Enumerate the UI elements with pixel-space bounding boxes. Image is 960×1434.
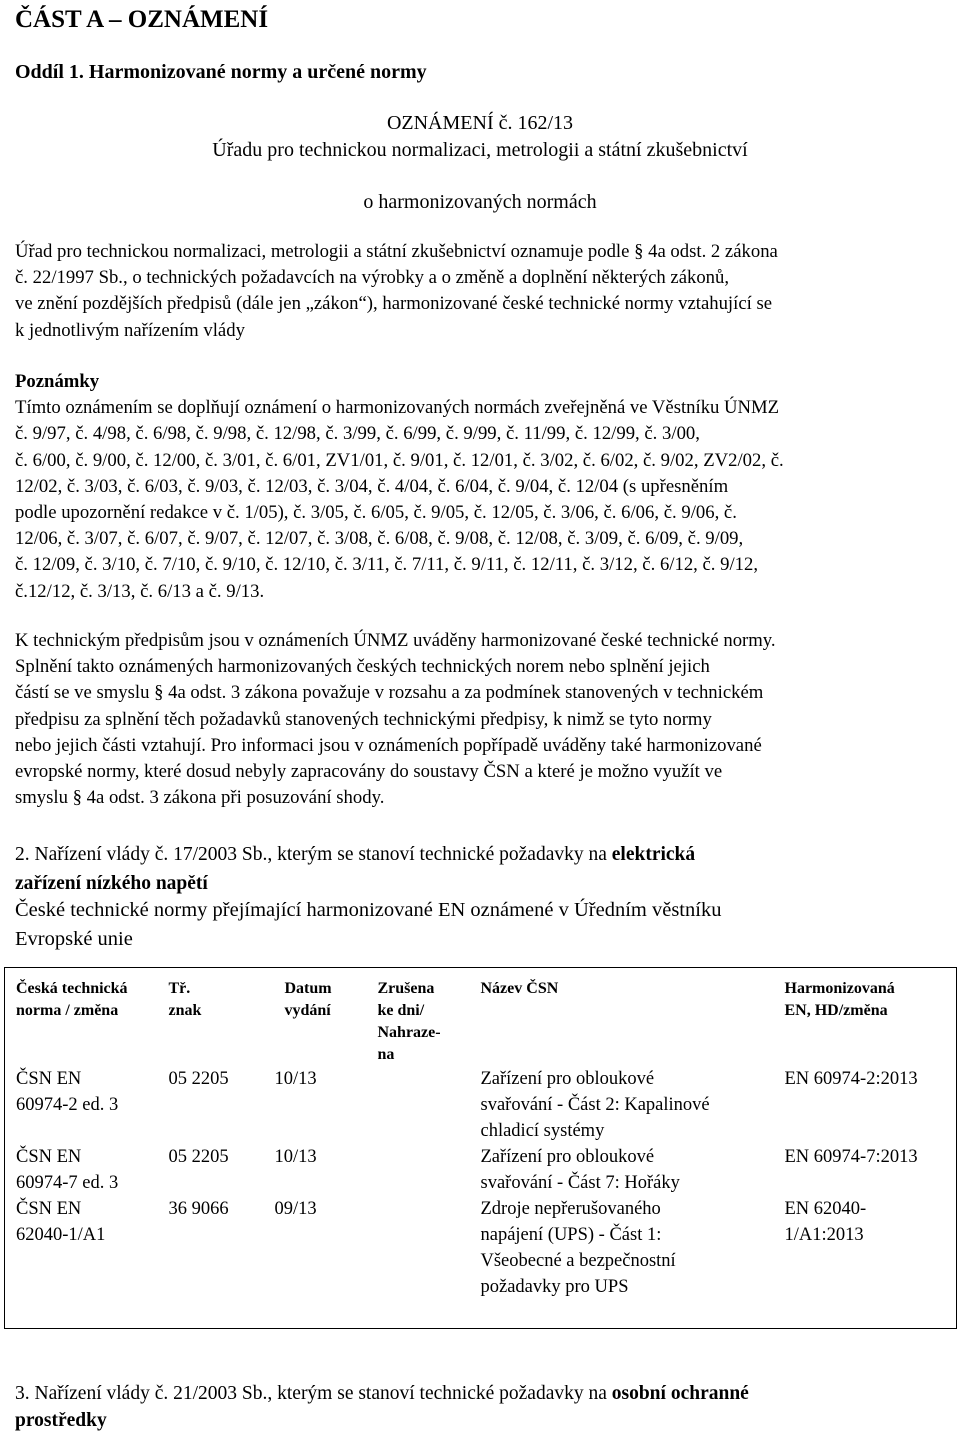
cell-text: ČSN EN: [16, 1147, 82, 1167]
explanation-line: nebo jejich části vztahují. Pro informaci jsou v oznámeních popřípadě uváděny také harmonizované: [15, 734, 762, 756]
header-harmonized: [781, 968, 957, 1067]
header-class: [163, 968, 275, 1067]
intro-line: Úřad pro technickou normalizaci, metrologii a státní zkušebnictví oznamuje podle § 4a odst. 2 zákona: [15, 241, 778, 262]
cell-date: 09/13: [274, 1199, 317, 1219]
cell-text: požadavky pro UPS: [480, 1277, 629, 1297]
section2-subtitle-line: Evropské unie: [15, 928, 133, 950]
cell-date: 10/13: [274, 1069, 317, 1089]
header-text: na: [377, 1046, 395, 1063]
cell-text: napájení (UPS) - Část 1:: [480, 1225, 662, 1245]
cell-text: Zařízení pro obloukové: [480, 1069, 655, 1089]
notes-line: podle upozornění redakce v č. 1/05), č. 3/05, č. 6/05, č. 9/05, č. 12/05, č. 3/06, č. 6/06, č. 9/06, č.: [15, 502, 737, 524]
cell-cancelled: [371, 1144, 475, 1196]
header-text: znak: [168, 1002, 202, 1019]
section3-bold-1: osobní ochranné: [611, 1383, 749, 1404]
notice-number: OZNÁMENÍ č. 162/13: [386, 112, 574, 134]
notes-line: 12/02, č. 3/03, č. 6/03, č. 9/03, č. 12/03, č. 3/04, č. 4/04, č. 6/04, č. 9/04, č. 12/04 (s upřesněním: [15, 475, 729, 497]
cell-norm: [5, 1144, 163, 1196]
cell-name: [475, 1144, 781, 1196]
notice-subject: o harmonizovaných normách: [363, 191, 597, 213]
section3-bold-2: prostředky: [15, 1410, 107, 1431]
table-row: [5, 1144, 957, 1196]
cell-text: EN 60974-7:2013: [784, 1147, 918, 1167]
header-cancelled: [371, 968, 475, 1067]
explanation-line: K technickým předpisům jsou v oznámeních ÚNMZ uváděny harmonizované české technické normy.: [15, 630, 776, 651]
cell-text: EN 62040-: [784, 1199, 867, 1219]
section2-prefix: 2. Nařízení vlády č. 17/2003 Sb., kterým se stanoví technické požadavky na: [15, 844, 612, 865]
cell-harmonized: [781, 1144, 957, 1196]
explanation-line: evropské normy, které dosud nebyly zapracovány do soustavy ČSN a které je možno využít ve: [15, 761, 723, 783]
header-text: norma / změna: [16, 1002, 119, 1019]
notice-office: Úřadu pro technickou normalizaci, metrologii a státní zkušebnictví: [212, 139, 748, 161]
header-text: Česká technická: [16, 980, 128, 997]
notes-line: č. 9/97, č. 4/98, č. 6/98, č. 9/98, č. 12/98, č. 3/99, č. 6/99, č. 9/99, č. 11/99, č. 12/99, č. 3/00,: [15, 423, 700, 445]
cell-cancelled: [371, 1066, 475, 1144]
header-text: Harmonizovaná: [784, 980, 895, 997]
table-row: [5, 1196, 957, 1329]
cell-class: 36 9066: [168, 1199, 229, 1219]
cell-text: 1/A1:2013: [784, 1225, 864, 1245]
header-text: EN, HD/změna: [784, 1002, 888, 1019]
notes-line: č.12/12, č. 3/13, č. 6/13 a č. 9/13.: [15, 580, 265, 602]
cell-text: svařování - Část 2: Kapalinové: [480, 1095, 710, 1115]
cell-text: svařování - Část 7: Hořáky: [480, 1173, 680, 1193]
section3-prefix: 3. Nařízení vlády č. 21/2003 Sb., kterým se stanoví technické požadavky na: [15, 1383, 612, 1404]
intro-line: č. 22/1997 Sb., o technických požadavcích na výrobky a o změně a doplnění některých zákonů,: [15, 267, 730, 289]
header-text: Datum: [284, 980, 332, 997]
section2-bold-1: elektrická: [611, 844, 696, 865]
explanation-paragraph: [15, 628, 776, 811]
cell-harmonized: [781, 1196, 957, 1329]
section2-heading: [15, 840, 695, 898]
explanation-line: Splnění takto oznámených harmonizovaných českých technických norem nebo splnění jejich: [15, 656, 710, 678]
section2-bold-2: zařízení nízkého napětí: [15, 873, 208, 894]
header-text: Název ČSN: [480, 980, 559, 997]
explanation-line: částí se ve smyslu § 4a odst. 3 zákona považuje v rozsahu a za podmínek stanovených v technickém: [15, 682, 764, 704]
header-norm: [5, 968, 163, 1067]
header-date: [275, 968, 371, 1067]
header-text: vydání: [284, 1002, 331, 1019]
header-text: ke dni/: [377, 1002, 425, 1019]
header-name: [475, 968, 781, 1067]
section-title: Oddíl 1. Harmonizované normy a určené normy: [15, 61, 427, 83]
cell-harmonized: [781, 1066, 957, 1144]
table-header-row: [5, 968, 957, 1067]
section2-subtitle-line: České technické normy přejímající harmonizované EN oznámené v Úředním věstníku: [15, 899, 722, 921]
notes-block: [15, 369, 784, 605]
part-title: ČÁST A – OZNÁMENÍ: [15, 6, 269, 33]
explanation-line: předpisu za splnění těch požadavků stanovených technickými předpisy, k nimž se tyto normy: [15, 708, 712, 730]
intro-line: k jednotlivým nařízením vlády: [15, 319, 245, 341]
cell-name: [475, 1066, 781, 1144]
cell-class: 05 2205: [168, 1069, 229, 1089]
cell-name: [475, 1196, 781, 1329]
section3-heading: [15, 1380, 749, 1434]
cell-text: ČSN EN: [16, 1199, 82, 1219]
intro-line: ve znění pozdějších předpisů (dále jen „zákon“), harmonizované české technické normy vztahující se: [15, 293, 773, 315]
cell-norm: [5, 1066, 163, 1144]
cell-date: 10/13: [274, 1147, 317, 1167]
cell-text: chladicí systémy: [480, 1121, 605, 1141]
notes-line: Tímto oznámením se doplňují oznámení o harmonizovaných normách zveřejněná ve Věstníku ÚNMZ: [15, 397, 780, 419]
cell-norm: [5, 1196, 163, 1329]
cell-text: 60974-2 ed. 3: [16, 1095, 119, 1115]
notes-line: č. 12/09, č. 3/10, č. 7/10, č. 9/10, č. 12/10, č. 3/11, č. 7/11, č. 9/11, č. 12/11, č. 3/12, č. 6/12, č. 9/12,: [15, 554, 759, 576]
cell-text: ČSN EN: [16, 1069, 82, 1089]
cell-text: 62040-1/A1: [16, 1225, 106, 1245]
cell-text: Všeobecné a bezpečnostní: [480, 1251, 676, 1271]
cell-class: 05 2205: [168, 1147, 229, 1167]
explanation-line: smyslu § 4a odst. 3 zákona při posuzování shody.: [15, 787, 385, 809]
intro-paragraph: [15, 239, 778, 344]
cell-text: EN 60974-2:2013: [784, 1069, 918, 1089]
notes-heading: Poznámky: [15, 371, 100, 392]
cell-text: 60974-7 ed. 3: [16, 1173, 119, 1193]
header-text: Tř.: [168, 980, 191, 997]
section2-subtitle: [15, 896, 721, 954]
cell-text: Zařízení pro obloukové: [480, 1147, 655, 1167]
header-text: Nahraze-: [377, 1024, 441, 1041]
notes-line: č. 6/00, č. 9/00, č. 12/00, č. 3/01, č. 6/01, ZV1/01, č. 9/01, č. 12/01, č. 3/02, č. 6/02, č. 9/02, ZV2/02, č.: [15, 449, 784, 471]
header-text: Zrušena: [377, 980, 435, 997]
notes-line: 12/06, č. 3/07, č. 6/07, č. 9/07, č. 12/07, č. 3/08, č. 6/08, č. 9/08, č. 12/08, č. 3/09, č. 6/09, č. 9/09,: [15, 528, 744, 550]
cell-cancelled: [371, 1196, 475, 1329]
table-row: [5, 1066, 957, 1144]
cell-text: Zdroje nepřerušovaného: [480, 1199, 661, 1219]
standards-table: [4, 967, 957, 1329]
